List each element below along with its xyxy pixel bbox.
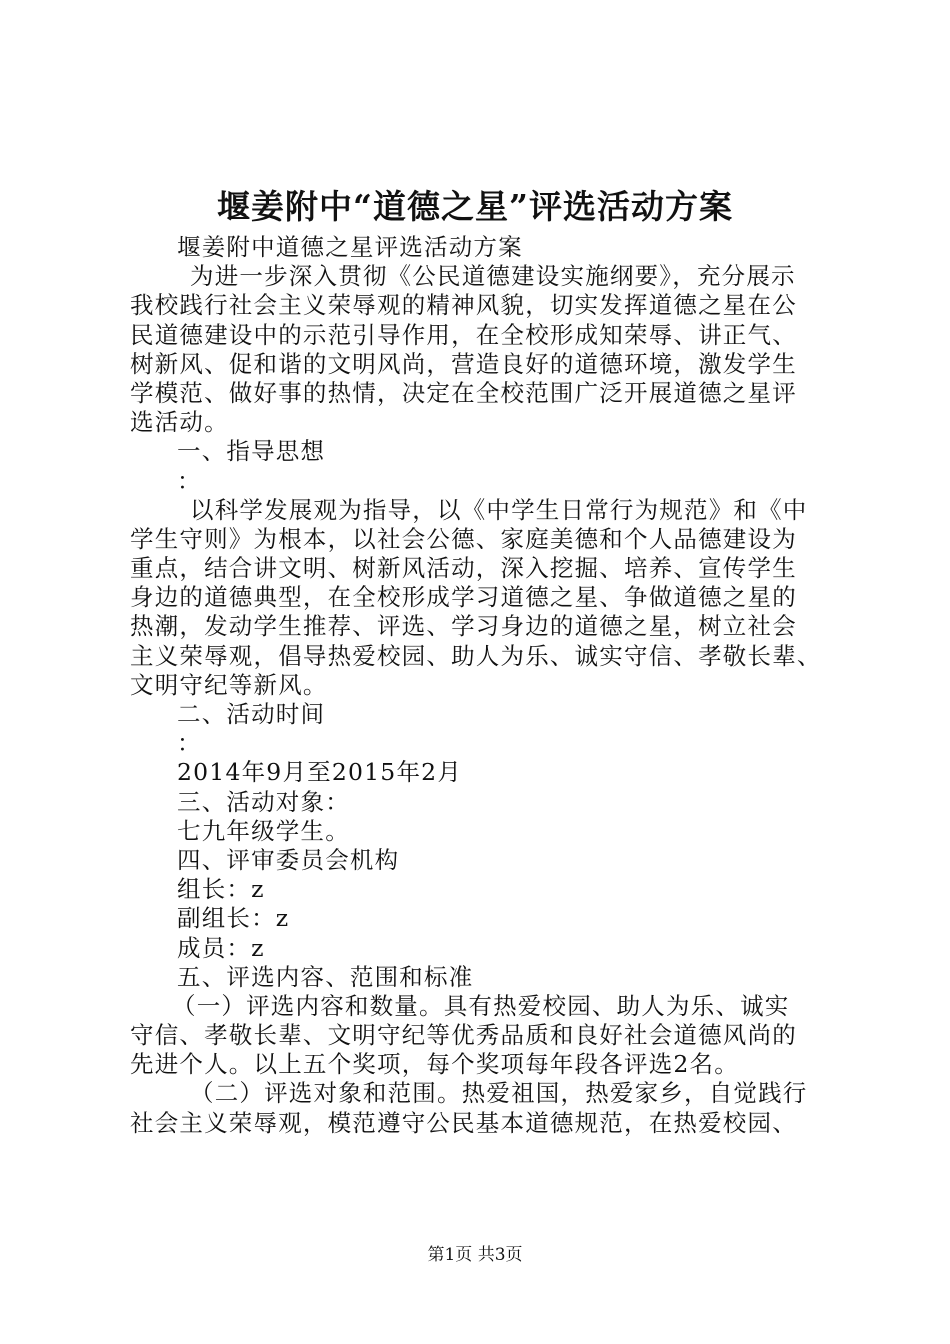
paragraph-line: 以科学发展观为指导，以《中学生日常行为规范》和《中 bbox=[190, 495, 808, 524]
paragraph-line: 社会主义荣辱观，模范遵守公民基本道德规范，在热爱校园、 bbox=[130, 1108, 797, 1137]
committee-members: 成员：z bbox=[177, 933, 265, 962]
paragraph-line: 学生守则》为根本，以社会公德、家庭美德和个人品德建设为 bbox=[130, 524, 797, 553]
paragraph-line: 先进个人。以上五个奖项，每个奖项每年段各评选2名。 bbox=[130, 1050, 739, 1079]
paragraph-line: 文明守纪等新风。 bbox=[130, 670, 328, 699]
section-heading: 二、活动时间 bbox=[177, 700, 326, 728]
paragraph-line: 为进一步深入贯彻《公民道德建设实施纲要》，充分展示 bbox=[190, 262, 796, 291]
paragraph-line: 选活动。 bbox=[130, 408, 229, 437]
paragraph-line: 热潮，发动学生推荐、评选、学习身边的道德之星，树立社会 bbox=[130, 612, 797, 641]
paragraph-line: 学模范、做好事的热情，决定在全校范围广泛开展道德之星评 bbox=[130, 378, 797, 407]
paragraph-line: 重点，结合讲文明、树新风活动，深入挖掘、培养、宣传学生 bbox=[130, 554, 797, 583]
paragraph-line: （一）评选内容和数量。具有热爱校园、助人为乐、诚实 bbox=[172, 991, 790, 1020]
paragraph-line: 守信、孝敬长辈、文明守纪等优秀品质和良好社会道德风尚的 bbox=[130, 1021, 797, 1050]
paragraph-line: 身边的道德典型，在全校形成学习道德之星、争做道德之星的 bbox=[130, 583, 797, 612]
committee-deputy: 副组长：z bbox=[177, 904, 290, 933]
section-heading: 一、指导思想 bbox=[177, 437, 326, 466]
section-heading: 四、评审委员会机构 bbox=[177, 845, 400, 874]
section-heading: 三、活动对象： bbox=[177, 787, 350, 816]
subtitle-line: 堰姜附中道德之星评选活动方案 bbox=[177, 233, 523, 261]
page-footer: 第1页 共3页 bbox=[427, 1245, 523, 1265]
colon-line: ： bbox=[177, 466, 202, 495]
paragraph-line: 民道德建设中的示范引导作用，在全校形成知荣辱、讲正气、 bbox=[130, 320, 797, 349]
paragraph-line: 主义荣辱观，倡导热爱校园、助人为乐、诚实守信、孝敬长辈、 bbox=[130, 641, 822, 670]
document-body bbox=[130, 233, 830, 1138]
document-title: 堰姜附中“道德之星”评选活动方案 bbox=[217, 187, 733, 226]
paragraph-line: （二）评选对象和范围。热爱祖国，热爱家乡，自觉践行 bbox=[190, 1079, 808, 1108]
paragraph-line: 我校践行社会主义荣辱观的精神风貌，切实发挥道德之星在公 bbox=[130, 291, 797, 320]
colon-line: ： bbox=[177, 729, 202, 758]
activity-date: 2014年9月至2015年2月 bbox=[177, 758, 463, 787]
committee-leader: 组长：z bbox=[177, 875, 265, 904]
section-heading: 五、评选内容、范围和标准 bbox=[177, 962, 474, 991]
paragraph-line: 树新风、促和谐的文明风尚，营造良好的道德环境，激发学生 bbox=[130, 349, 797, 378]
paragraph-line: 七九年级学生。 bbox=[177, 816, 350, 845]
